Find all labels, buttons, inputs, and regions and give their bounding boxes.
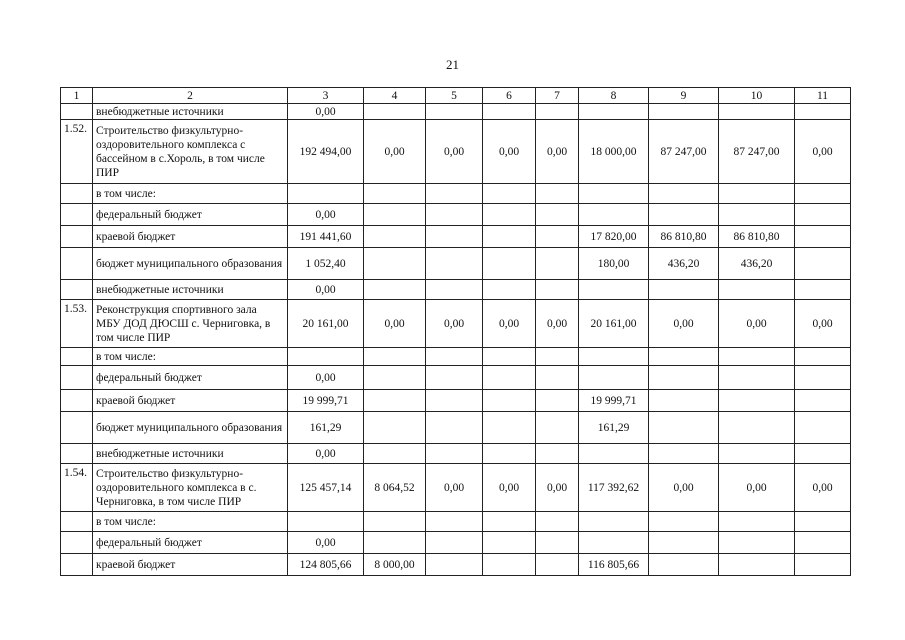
value-cell: 0,00 xyxy=(288,366,364,390)
value-cell xyxy=(364,532,426,554)
table-row xyxy=(61,390,851,412)
value-cell xyxy=(364,366,426,390)
value-cell: 86 810,80 xyxy=(719,226,795,248)
value-cell xyxy=(483,412,536,444)
item-number-cell xyxy=(61,554,93,576)
value-cell: 0,00 xyxy=(536,120,579,184)
table-row xyxy=(61,348,851,366)
value-cell xyxy=(483,532,536,554)
value-cell: 0,00 xyxy=(364,120,426,184)
column-header-10: 10 xyxy=(719,88,795,104)
value-cell xyxy=(483,348,536,366)
value-cell xyxy=(536,226,579,248)
column-header-8: 8 xyxy=(579,88,649,104)
value-cell: 19 999,71 xyxy=(288,390,364,412)
value-cell xyxy=(649,184,719,204)
value-cell xyxy=(483,204,536,226)
item-name-cell: Строительство физкультурно-оздоровительного комплекса в с. Черниговка, в том числе ПИР xyxy=(93,464,288,512)
value-cell: 0,00 xyxy=(483,464,536,512)
value-cell: 0,00 xyxy=(426,300,483,348)
value-cell xyxy=(426,248,483,280)
value-cell xyxy=(795,532,851,554)
value-cell xyxy=(364,512,426,532)
item-number-cell xyxy=(61,280,93,300)
table-header xyxy=(61,88,851,104)
header-row xyxy=(61,88,851,104)
value-cell xyxy=(483,512,536,532)
table-row xyxy=(61,280,851,300)
value-cell: 0,00 xyxy=(288,280,364,300)
value-cell: 0,00 xyxy=(288,204,364,226)
value-cell: 0,00 xyxy=(719,300,795,348)
item-name-cell: федеральный бюджет xyxy=(93,366,288,390)
table-row xyxy=(61,226,851,248)
value-cell xyxy=(364,104,426,120)
value-cell xyxy=(719,390,795,412)
value-cell: 8 000,00 xyxy=(364,554,426,576)
value-cell: 0,00 xyxy=(288,532,364,554)
table-row xyxy=(61,512,851,532)
value-cell xyxy=(649,280,719,300)
value-cell xyxy=(426,226,483,248)
table-row xyxy=(61,464,851,512)
value-cell xyxy=(719,532,795,554)
value-cell xyxy=(579,366,649,390)
value-cell: 124 805,66 xyxy=(288,554,364,576)
item-number-cell xyxy=(61,512,93,532)
value-cell xyxy=(483,444,536,464)
value-cell xyxy=(483,366,536,390)
value-cell: 0,00 xyxy=(483,300,536,348)
column-header-6: 6 xyxy=(483,88,536,104)
value-cell xyxy=(536,512,579,532)
table-row xyxy=(61,300,851,348)
table-row xyxy=(61,120,851,184)
item-name-cell: краевой бюджет xyxy=(93,390,288,412)
value-cell: 1 052,40 xyxy=(288,248,364,280)
item-number-cell xyxy=(61,104,93,120)
value-cell xyxy=(288,184,364,204)
value-cell xyxy=(364,184,426,204)
value-cell xyxy=(536,248,579,280)
column-header-1: 1 xyxy=(61,88,93,104)
value-cell xyxy=(536,104,579,120)
value-cell: 87 247,00 xyxy=(719,120,795,184)
value-cell: 8 064,52 xyxy=(364,464,426,512)
item-number-cell xyxy=(61,348,93,366)
value-cell: 0,00 xyxy=(795,300,851,348)
value-cell xyxy=(649,104,719,120)
value-cell: 161,29 xyxy=(579,412,649,444)
value-cell xyxy=(536,532,579,554)
value-cell xyxy=(719,554,795,576)
value-cell xyxy=(795,248,851,280)
item-name-cell: краевой бюджет xyxy=(93,226,288,248)
table-row xyxy=(61,554,851,576)
value-cell xyxy=(719,204,795,226)
value-cell xyxy=(579,184,649,204)
column-header-4: 4 xyxy=(364,88,426,104)
value-cell xyxy=(649,348,719,366)
value-cell xyxy=(536,390,579,412)
value-cell xyxy=(649,412,719,444)
value-cell xyxy=(795,366,851,390)
value-cell xyxy=(364,226,426,248)
column-header-2: 2 xyxy=(93,88,288,104)
value-cell: 0,00 xyxy=(649,464,719,512)
value-cell xyxy=(649,204,719,226)
value-cell xyxy=(795,280,851,300)
value-cell xyxy=(719,280,795,300)
value-cell: 0,00 xyxy=(795,120,851,184)
value-cell: 20 161,00 xyxy=(579,300,649,348)
item-name-cell: федеральный бюджет xyxy=(93,532,288,554)
value-cell: 0,00 xyxy=(536,464,579,512)
value-cell xyxy=(579,204,649,226)
value-cell: 0,00 xyxy=(483,120,536,184)
table-row xyxy=(61,248,851,280)
value-cell: 192 494,00 xyxy=(288,120,364,184)
value-cell xyxy=(579,104,649,120)
value-cell: 19 999,71 xyxy=(579,390,649,412)
value-cell: 17 820,00 xyxy=(579,226,649,248)
budget-table xyxy=(60,87,851,576)
value-cell xyxy=(795,226,851,248)
item-number-cell xyxy=(61,184,93,204)
value-cell xyxy=(795,444,851,464)
value-cell xyxy=(536,554,579,576)
value-cell: 117 392,62 xyxy=(579,464,649,512)
value-cell xyxy=(649,444,719,464)
value-cell xyxy=(364,348,426,366)
item-number-cell xyxy=(61,444,93,464)
item-number-cell xyxy=(61,532,93,554)
value-cell xyxy=(719,444,795,464)
table-row xyxy=(61,532,851,554)
value-cell xyxy=(719,348,795,366)
value-cell xyxy=(483,226,536,248)
value-cell xyxy=(288,512,364,532)
value-cell: 0,00 xyxy=(649,300,719,348)
value-cell: 0,00 xyxy=(288,444,364,464)
item-name-cell: внебюджетные источники xyxy=(93,280,288,300)
value-cell xyxy=(719,184,795,204)
value-cell xyxy=(536,366,579,390)
value-cell: 0,00 xyxy=(426,464,483,512)
table-row xyxy=(61,412,851,444)
page-number: 21 xyxy=(446,57,459,72)
value-cell: 0,00 xyxy=(364,300,426,348)
value-cell xyxy=(719,412,795,444)
value-cell xyxy=(649,390,719,412)
item-number-cell xyxy=(61,226,93,248)
value-cell xyxy=(536,444,579,464)
value-cell xyxy=(536,348,579,366)
table-row xyxy=(61,104,851,120)
value-cell xyxy=(364,390,426,412)
table-body xyxy=(61,104,851,576)
value-cell: 125 457,14 xyxy=(288,464,364,512)
value-cell xyxy=(649,532,719,554)
item-name-cell: внебюджетные источники xyxy=(93,104,288,120)
value-cell xyxy=(795,204,851,226)
value-cell xyxy=(364,280,426,300)
value-cell xyxy=(426,348,483,366)
value-cell xyxy=(426,412,483,444)
value-cell xyxy=(426,366,483,390)
table-row xyxy=(61,204,851,226)
item-number-cell: 1.54. xyxy=(61,464,93,512)
value-cell xyxy=(579,512,649,532)
value-cell: 161,29 xyxy=(288,412,364,444)
value-cell xyxy=(426,390,483,412)
value-cell: 0,00 xyxy=(536,300,579,348)
value-cell xyxy=(649,366,719,390)
value-cell xyxy=(795,184,851,204)
value-cell xyxy=(483,280,536,300)
value-cell: 20 161,00 xyxy=(288,300,364,348)
value-cell xyxy=(364,412,426,444)
value-cell: 191 441,60 xyxy=(288,226,364,248)
column-header-7: 7 xyxy=(536,88,579,104)
value-cell xyxy=(426,554,483,576)
value-cell xyxy=(364,444,426,464)
value-cell: 0,00 xyxy=(719,464,795,512)
value-cell xyxy=(426,444,483,464)
item-name-cell: в том числе: xyxy=(93,348,288,366)
item-number-cell: 1.53. xyxy=(61,300,93,348)
value-cell xyxy=(483,390,536,412)
value-cell xyxy=(426,512,483,532)
value-cell xyxy=(364,248,426,280)
value-cell xyxy=(426,204,483,226)
value-cell xyxy=(483,104,536,120)
value-cell xyxy=(536,280,579,300)
table-row xyxy=(61,184,851,204)
value-cell xyxy=(795,390,851,412)
column-header-3: 3 xyxy=(288,88,364,104)
item-number-cell: 1.52. xyxy=(61,120,93,184)
value-cell: 0,00 xyxy=(288,104,364,120)
value-cell xyxy=(579,532,649,554)
table-row xyxy=(61,366,851,390)
value-cell: 436,20 xyxy=(719,248,795,280)
value-cell xyxy=(719,104,795,120)
item-name-cell: в том числе: xyxy=(93,512,288,532)
column-header-9: 9 xyxy=(649,88,719,104)
value-cell xyxy=(288,348,364,366)
value-cell xyxy=(579,444,649,464)
value-cell: 0,00 xyxy=(426,120,483,184)
value-cell xyxy=(649,554,719,576)
table-row xyxy=(61,444,851,464)
value-cell xyxy=(426,104,483,120)
value-cell xyxy=(483,554,536,576)
item-number-cell xyxy=(61,248,93,280)
value-cell xyxy=(795,554,851,576)
value-cell xyxy=(719,512,795,532)
value-cell xyxy=(483,248,536,280)
value-cell xyxy=(795,512,851,532)
value-cell: 436,20 xyxy=(649,248,719,280)
item-number-cell xyxy=(61,412,93,444)
value-cell xyxy=(579,348,649,366)
value-cell xyxy=(719,366,795,390)
item-name-cell: Реконструкция спортивного зала МБУ ДОД ДЮСШ с. Черниговка, в том числе ПИР xyxy=(93,300,288,348)
value-cell xyxy=(795,104,851,120)
value-cell: 86 810,80 xyxy=(649,226,719,248)
item-name-cell: бюджет муниципального образования xyxy=(93,248,288,280)
item-name-cell: бюджет муниципального образования xyxy=(93,412,288,444)
value-cell xyxy=(426,280,483,300)
value-cell xyxy=(795,412,851,444)
item-number-cell xyxy=(61,390,93,412)
value-cell xyxy=(536,184,579,204)
value-cell xyxy=(536,204,579,226)
value-cell xyxy=(426,532,483,554)
value-cell: 87 247,00 xyxy=(649,120,719,184)
item-name-cell: Строительство физкультурно-оздоровительного комплекса с бассейном в с.Хороль, в том числе ПИР xyxy=(93,120,288,184)
value-cell xyxy=(426,184,483,204)
value-cell xyxy=(483,184,536,204)
item-number-cell xyxy=(61,204,93,226)
value-cell: 116 805,66 xyxy=(579,554,649,576)
column-header-11: 11 xyxy=(795,88,851,104)
value-cell: 180,00 xyxy=(579,248,649,280)
value-cell xyxy=(364,204,426,226)
value-cell xyxy=(579,280,649,300)
item-name-cell: краевой бюджет xyxy=(93,554,288,576)
item-name-cell: федеральный бюджет xyxy=(93,204,288,226)
value-cell xyxy=(536,412,579,444)
value-cell: 18 000,00 xyxy=(579,120,649,184)
value-cell xyxy=(795,348,851,366)
value-cell: 0,00 xyxy=(795,464,851,512)
column-header-5: 5 xyxy=(426,88,483,104)
item-number-cell xyxy=(61,366,93,390)
item-name-cell: в том числе: xyxy=(93,184,288,204)
item-name-cell: внебюджетные источники xyxy=(93,444,288,464)
value-cell xyxy=(649,512,719,532)
